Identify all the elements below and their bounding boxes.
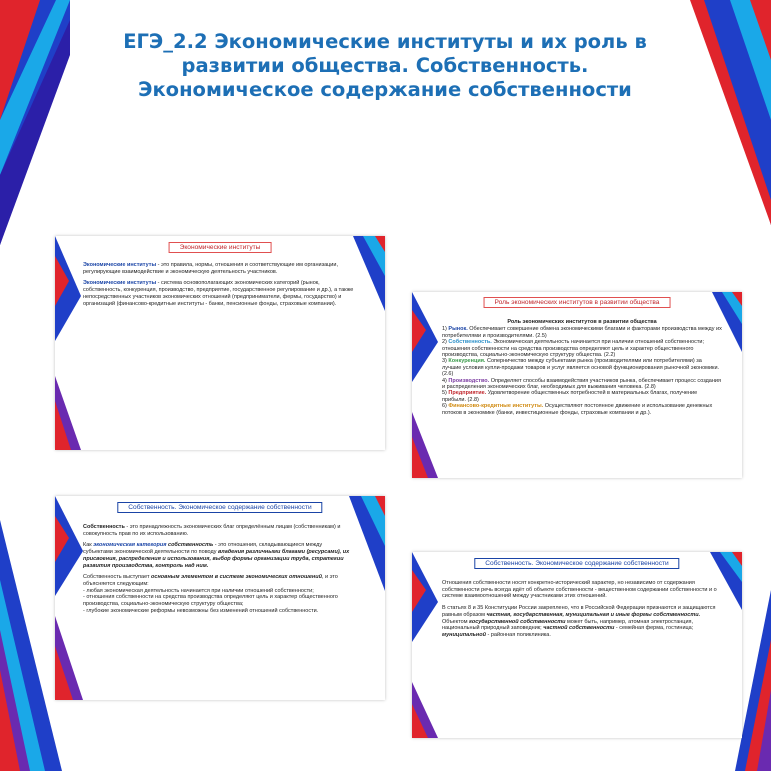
item-number: 2) xyxy=(442,339,449,346)
slide-title: Роль экономических институтов в развитии общества xyxy=(484,297,671,308)
item-term: Собственность. xyxy=(448,339,492,346)
paragraph xyxy=(83,280,358,307)
emphasis: частная, государственная, муниципальная и иные формы собственности. xyxy=(486,611,701,618)
text: - семейная ферма, гостиница; xyxy=(614,625,694,632)
slide-property-content-1 xyxy=(55,496,385,700)
term: Экономические институты xyxy=(83,280,157,287)
slide-title: Собственность. Экономическое содержание собственности xyxy=(474,558,679,569)
definition-text: - это принадлежность экономических благ определённым лицам (собственникам) и совокупность прав по их использованию. xyxy=(83,524,341,537)
item-number: 1) xyxy=(442,326,449,333)
decoration-bottom-left xyxy=(0,520,62,771)
term: Экономические институты xyxy=(83,262,157,268)
item-term: Рынок. xyxy=(448,326,468,333)
list-line: - любая экономическая деятельность начинается при наличии отношений собственности; xyxy=(83,587,314,594)
list-item xyxy=(442,403,722,416)
item-number: 5) xyxy=(442,390,449,397)
slide-body xyxy=(83,524,351,619)
slide-body xyxy=(442,319,722,416)
emphasis: владения различными благами (ресурсами), их присвоения, распределения и использования, выбор формы организации труда, стратегии развития производства, контроль над ним. xyxy=(83,549,350,569)
paragraph xyxy=(442,605,722,618)
item-text: Соперничество между субъектами рынка (производителями или потребителями) за лучшие условия купли-продажи товаров и услуг является основой функционирования рыночной экономики. (2.6) xyxy=(442,358,720,378)
list-line: - отношения собственности на средства производства определяют цель и характер общественного производства, социально-экономическую структуру общества; xyxy=(83,594,338,608)
term: собственность xyxy=(168,542,214,549)
text: Собственность выступает xyxy=(83,574,152,581)
emphasis: частной собственности xyxy=(543,625,615,632)
slide-economic-institutions xyxy=(55,236,385,450)
slide-body xyxy=(442,580,722,644)
slide-property-content-2 xyxy=(412,552,742,738)
list-item xyxy=(442,358,722,377)
paragraph xyxy=(442,619,722,639)
list-item xyxy=(442,339,722,358)
text: Объектом xyxy=(442,618,470,625)
slide-title: Экономические институты xyxy=(169,242,272,253)
item-term: Конкуренция. xyxy=(448,358,486,365)
section-heading: Роль экономических институтов в развитии общества xyxy=(507,319,657,325)
paragraph xyxy=(83,524,351,537)
list-item xyxy=(442,390,722,403)
decoration-top-left xyxy=(0,0,70,245)
item-term: Финансово-кредитные институты. xyxy=(448,403,544,410)
emphasis: основным элементом в системе экономических отношений xyxy=(151,574,322,581)
item-term: Производство. xyxy=(448,377,490,384)
definition-text: - система основополагающих экономических категорий (рынок, собственность, конкуренция, производство, предприятие, государственное регулирование и др.), а также непосредственных участников экономических отношений (предприниматели, фермы, государство) и организаций (финансово-кредитные институты - банки, пенсионные фонды, страховые компании). xyxy=(83,280,354,307)
emphasis: муниципальной xyxy=(442,631,486,638)
text: - это отношения, складывающиеся между субъектами экономической деятельности по поводу xyxy=(83,542,323,556)
item-number: 6) xyxy=(442,403,449,410)
list-item xyxy=(442,378,722,391)
slide-role-of-institutions xyxy=(412,292,742,478)
slide-decoration-left xyxy=(412,552,438,738)
paragraph xyxy=(83,262,358,275)
emphasis: государственной собственности xyxy=(469,618,566,625)
decoration-top-right xyxy=(690,0,771,225)
item-text: Удовлетворение общественных потребностей в материальных благах, получение прибыли. (2.8) xyxy=(442,390,698,403)
item-text: Осуществляют постоянное движение и использование денежных потоков в экономике (банки, инвестиционные фонды, страховые компании и др.). xyxy=(442,403,713,416)
definition-text: - это правила, нормы, отношения и соответствующие им организации, регулирующие взаимодействие и экономическую деятельность участников. xyxy=(83,262,338,275)
slide-body xyxy=(83,262,358,312)
item-number: 3) xyxy=(442,358,449,365)
page-title: ЕГЭ_2.2 Экономические институты и их роль в развитии общества. Собственность. Экономическое содержание собственности xyxy=(123,30,647,101)
item-text: Экономическая деятельность начинается при наличии отношений собственности; отношения собственности на средства производства определяют цель и характер общественного производства, социально-экономическую структуру общества. (2.2) xyxy=(442,339,704,359)
text: Как xyxy=(83,542,94,549)
paragraph xyxy=(83,542,351,569)
item-text: Обеспечивает совершение обмена экономическими благами и факторами производства между их потребителями и производителями. (2.5) xyxy=(442,326,722,339)
text: В статьях 8 и 35 Конституции России закреплено, что в Российской Федерации признаются и защищаются равным образом xyxy=(442,605,716,618)
item-text: Определяет способы взаимодействия участников рынка, обеспечивает процесс создания и распределения экономических благ, необходимых для выживания человека. (2.8) xyxy=(442,377,721,391)
list-item xyxy=(442,326,722,339)
slide-decoration-left xyxy=(55,496,83,700)
item-term: Предприятие. xyxy=(448,390,487,397)
paragraph: Отношения собственности носят конкретно-исторический характер, но независимо от содержания собственности речь всегда идёт об объекте собственности - вещественном содержании собственности и о системе взаимоотношений между участниками этих отношений. xyxy=(442,580,717,600)
term: Собственность xyxy=(83,524,125,530)
item-number: 4) xyxy=(442,377,449,384)
text: , и это объясняется следующим: xyxy=(83,574,338,587)
slide-decoration-left xyxy=(412,292,438,478)
term: экономическая категория xyxy=(93,542,167,549)
text: - районная поликлиника. xyxy=(485,631,551,638)
paragraph xyxy=(83,574,351,614)
slide-decoration-left xyxy=(55,236,81,450)
text: может быть, например, атомная электростанция, национальный природный заповедник; xyxy=(442,618,694,632)
slide-decoration-right xyxy=(349,496,385,591)
slide-title: Собственность. Экономическое содержание собственности xyxy=(117,502,322,513)
list-line: - глубокие экономические реформы невозможны без изменений отношений собственности. xyxy=(83,607,319,614)
